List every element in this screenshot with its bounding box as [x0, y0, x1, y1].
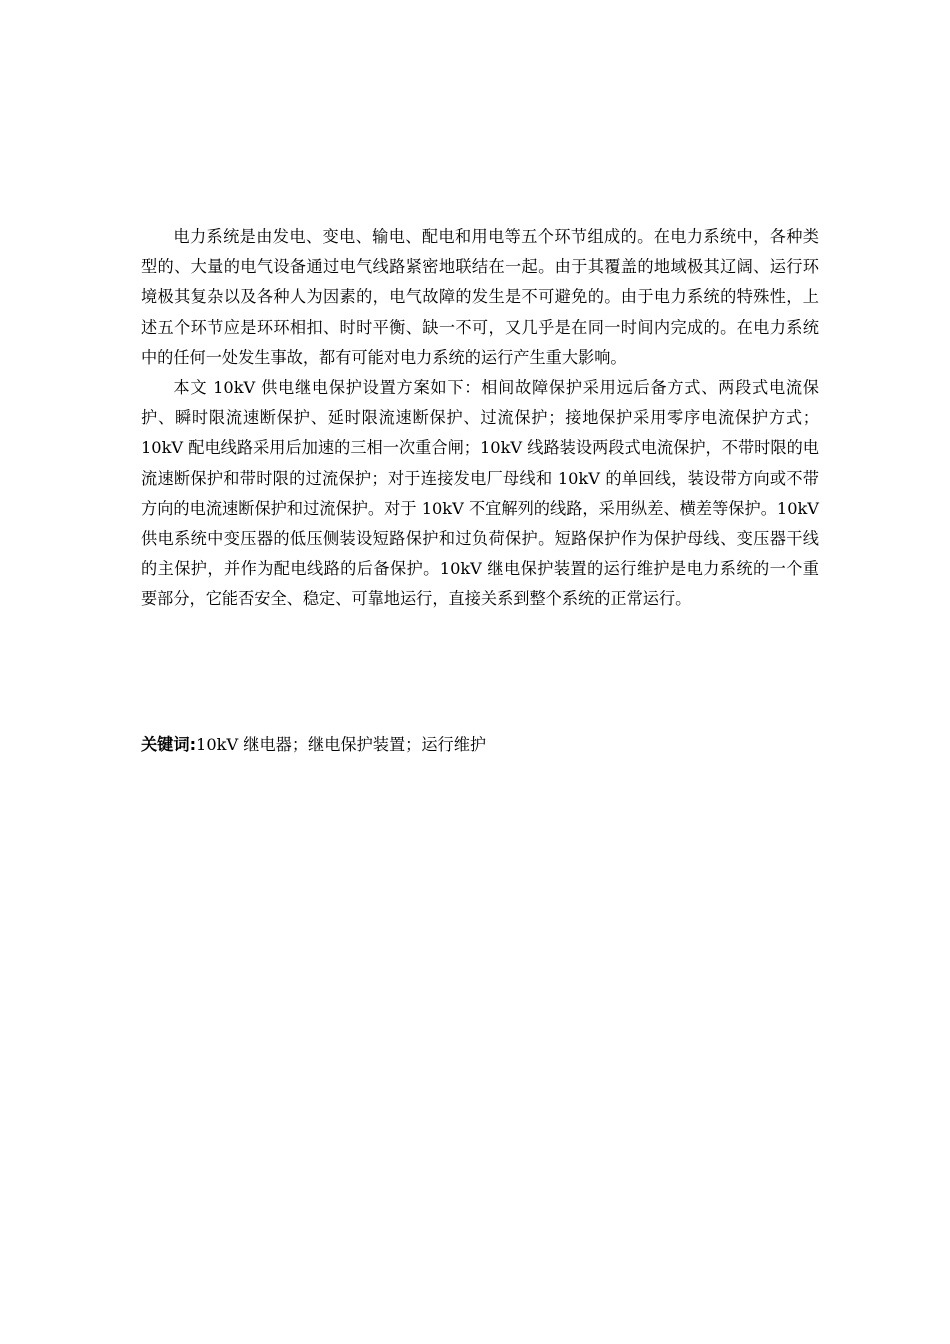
paragraph-2: 本文 10kV 供电继电保护设置方案如下：相间故障保护采用远后备方式、两段式电流保护、瞬时限流速断保护、延时限流速断保护、过流保护；接地保护采用零序电流保护方式；10kV 配电线路采用后加速的三相一次重合闸；10kV 线路装设两段式电流保护，不带时限的电流速断保护和带时限的过流保护；对于连接发电厂母线和 10kV 的单回线，装设带方向或不带方向的电流速断保护和过流保护。对于 10kV 不宜解列的线路，采用纵差、横差等保护。10kV 供电系统中变压器的低压侧装设短路保护和过负荷保护。短路保护作为保护母线、变压器干线的主保护，并作为配电线路的后备保护。10kV 继电保护装置的运行维护是电力系统的一个重要部分，它能否安全、稳定、可靠地运行，直接关系到整个系统的正常运行。 — [141, 378, 819, 609]
keywords-label: 关键词 — [141, 735, 190, 754]
abstract-body — [141, 222, 819, 615]
keywords-separator: : — [189, 735, 197, 754]
paragraph-1: 电力系统是由发电、变电、输电、配电和用电等五个环节组成的。在电力系统中，各种类型的、大量的电气设备通过电气线路紧密地联结在一起。由于其覆盖的地域极其辽阔、运行环境极其复杂以及各种人为因素的，电气故障的发生是不可避免的。由于电力系统的特殊性，上述五个环节应是环环相扣、时时平衡、缺一不可，又几乎是在同一时间内完成的。在电力系统中的任何一处发生事故，都有可能对电力系统的运行产生重大影响。 — [141, 227, 819, 367]
keywords-text: 10kV 继电器；继电保护装置；运行维护 — [196, 735, 487, 754]
keywords-line — [141, 730, 819, 760]
